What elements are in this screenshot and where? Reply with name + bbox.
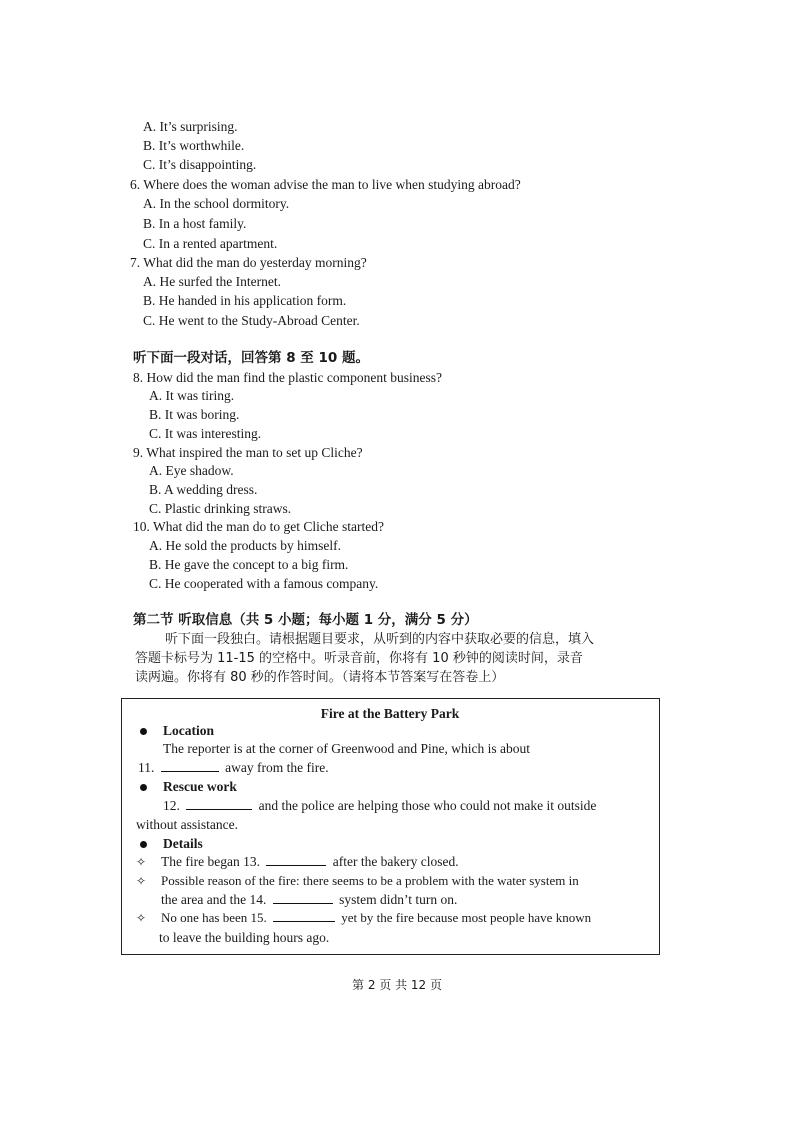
answer-blank-15[interactable] bbox=[273, 909, 335, 922]
answer-blank-13[interactable] bbox=[266, 853, 326, 866]
section-8-10-instruction: 听下面一段对话，回答第 8 至 10 题。 bbox=[133, 350, 369, 366]
item-12-after: and the police are helping those who could not make it outside bbox=[258, 798, 597, 813]
q10-option-b: B. He gave the concept to a big firm. bbox=[149, 557, 349, 572]
item-11 bbox=[138, 759, 329, 777]
q7-question: 7. What did the man do yesterday morning? bbox=[130, 255, 367, 270]
detail-13 bbox=[161, 853, 459, 871]
q10-option-a: A. He sold the products by himself. bbox=[149, 538, 341, 553]
q5-option-a: A. It’s surprising. bbox=[143, 119, 238, 134]
item-12 bbox=[163, 797, 596, 815]
q8-question: 8. How did the man find the plastic component business? bbox=[133, 370, 442, 385]
detail-15-before: No one has been 15. bbox=[161, 910, 267, 925]
bullet-icon bbox=[140, 728, 147, 735]
q9-option-c: C. Plastic drinking straws. bbox=[149, 501, 292, 516]
location-heading: Location bbox=[163, 723, 215, 738]
item-11-number: 11. bbox=[138, 760, 155, 775]
q6-option-a: A. In the school dormitory. bbox=[143, 196, 290, 211]
q8-option-a: A. It was tiring. bbox=[149, 388, 235, 403]
item-11-after: away from the fire. bbox=[225, 760, 329, 775]
q6-option-c: C. In a rented apartment. bbox=[143, 236, 278, 251]
answer-blank-14[interactable] bbox=[273, 891, 333, 904]
detail-13-after: after the bakery closed. bbox=[332, 854, 459, 869]
q9-question: 9. What inspired the man to set up Cliche? bbox=[133, 445, 363, 460]
answer-blank-12[interactable] bbox=[186, 797, 252, 810]
q5-option-c: C. It’s disappointing. bbox=[143, 157, 257, 172]
detail-14-after: system didn’t turn on. bbox=[339, 892, 458, 907]
diamond-bullet-icon: ✧ bbox=[136, 855, 147, 869]
diamond-bullet-icon: ✧ bbox=[136, 911, 147, 925]
q6-option-b: B. In a host family. bbox=[143, 216, 247, 231]
q10-option-c: C. He cooperated with a famous company. bbox=[149, 576, 379, 591]
detail-15-continuation: to leave the building hours ago. bbox=[159, 930, 330, 945]
q6-question: 6. Where does the woman advise the man to live when studying abroad? bbox=[130, 177, 521, 192]
q7-option-a: A. He surfed the Internet. bbox=[143, 274, 281, 289]
q7-option-b: B. He handed in his application form. bbox=[143, 293, 347, 308]
diamond-bullet-icon: ✧ bbox=[136, 874, 147, 888]
detail-14-line1: Possible reason of the fire: there seems to be a problem with the water system in bbox=[161, 873, 579, 888]
details-heading: Details bbox=[163, 836, 203, 851]
answer-blank-11[interactable] bbox=[161, 759, 219, 772]
q8-option-b: B. It was boring. bbox=[149, 407, 240, 422]
q5-option-b: B. It’s worthwhile. bbox=[143, 138, 245, 153]
q8-option-c: C. It was interesting. bbox=[149, 426, 262, 441]
item-12-number: 12. bbox=[163, 798, 180, 813]
detail-14 bbox=[161, 891, 457, 909]
item-12-continuation: without assistance. bbox=[136, 817, 238, 832]
bullet-icon bbox=[140, 784, 147, 791]
fire-report-box bbox=[121, 698, 660, 955]
q7-option-c: C. He went to the Study-Abroad Center. bbox=[143, 313, 360, 328]
detail-15-after: yet by the fire because most people have known bbox=[341, 910, 592, 925]
q10-question: 10. What did the man do to get Cliche started? bbox=[133, 519, 384, 534]
bullet-icon bbox=[140, 841, 147, 848]
part2-title: 第二节 听取信息（共 5 小题；每小题 1 分，满分 5 分） bbox=[133, 612, 478, 628]
detail-14-before: the area and the 14. bbox=[161, 892, 267, 907]
part2-instruction-line3: 读两遍。你将有 80 秒的作答时间。（请将本节答案写在答卷上） bbox=[135, 670, 505, 685]
location-text: The reporter is at the corner of Greenwood and Pine, which is about bbox=[163, 741, 531, 756]
q9-option-a: A. Eye shadow. bbox=[149, 463, 234, 478]
rescue-heading: Rescue work bbox=[163, 779, 237, 794]
box-title: Fire at the Battery Park bbox=[320, 706, 460, 721]
detail-13-before: The fire began 13. bbox=[161, 854, 260, 869]
detail-15 bbox=[161, 909, 591, 927]
page-number-footer: 第 2 页 共 12 页 bbox=[352, 978, 442, 992]
part2-instruction-line1: 听下面一段独白。请根据题目要求，从听到的内容中获取必要的信息，填入 bbox=[165, 632, 595, 647]
part2-instruction-line2: 答题卡标号为 11-15 的空格中。听录音前，你将有 10 秒钟的阅读时间，录音 bbox=[135, 651, 583, 666]
q9-option-b: B. A wedding dress. bbox=[149, 482, 258, 497]
